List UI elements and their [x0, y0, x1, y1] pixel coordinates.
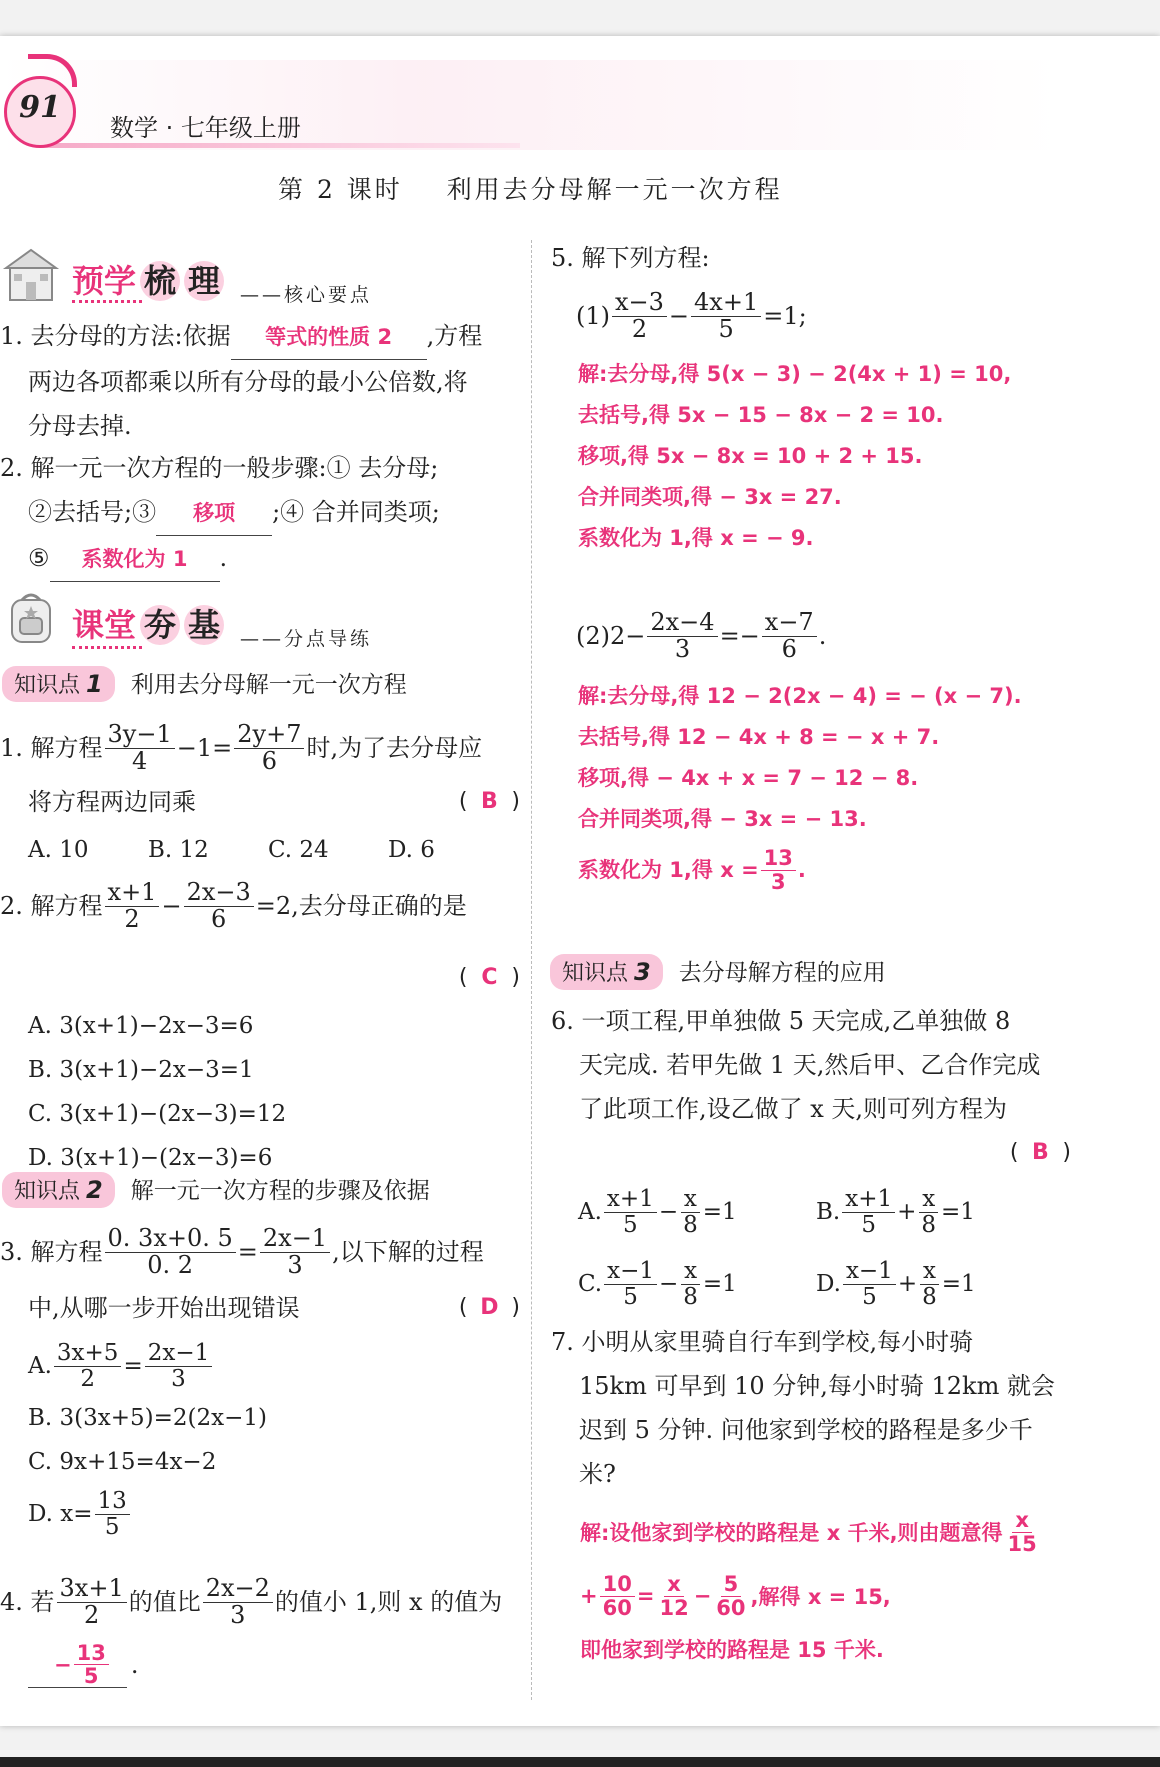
q5p1-sol-line5: 系数化为 1,得 x = − 9. — [578, 526, 814, 550]
q2-answer-row — [0, 934, 520, 1004]
q6d-frac1: $\frac{x-1}{5}$ — [843, 1259, 896, 1308]
kp3-badge: 知识点 3 — [550, 954, 663, 990]
q5-part2: (2)2− $\frac{2x-4}{3}$ =− $\frac{x-7}{6}$ . — [576, 608, 827, 663]
q6-line3: 了此项工作,设乙做了 x 天,则可列方程为 — [579, 1095, 1008, 1123]
q6-option-c: C. $\frac{x-1}{5}$ − $\frac{x}{8}$ =1 — [578, 1258, 737, 1310]
q6b-frac1: $\frac{x+1}{5}$ — [842, 1187, 895, 1236]
kp3-title: 去分母解方程的应用 — [678, 960, 886, 986]
q7-line4: 米? — [579, 1460, 616, 1488]
blank-coefficient: 系数化为 1 — [50, 537, 220, 582]
q1-frac1: $\frac{3y-1}{4}$ — [105, 722, 175, 773]
q5p2-sol-line3: 移项,得 − 4x + x = 7 − 12 − 8. — [578, 766, 919, 790]
q1-options — [0, 828, 520, 872]
q4-frac1: $\frac{3x+1}{2}$ — [57, 1576, 127, 1627]
q2-option-d: D. 3(x+1)−(2x−3)=6 — [28, 1145, 273, 1171]
q7-solution-line3: 即他家到学校的路程是 15 千米. — [580, 1638, 884, 1662]
q6-line1: 6. 一项工程,甲单独做 5 天完成,乙单独做 8 — [551, 1007, 1011, 1035]
question-3 — [0, 1224, 520, 1544]
q2-answer: ( C ) — [458, 965, 520, 990]
q4-answer-line: − $\frac{13}{5}$ . — [0, 1630, 520, 1700]
q7-sol-frac3: $\frac{x}{12}$ — [659, 1572, 689, 1620]
q1-option-d: D. 6 — [388, 837, 435, 863]
q6a-frac1: $\frac{x+1}{5}$ — [604, 1187, 657, 1236]
q5p1-sol-line4: 合并同类项,得 − 3x = 27. — [578, 485, 842, 509]
q6-option-b: B. $\frac{x+1}{5}$ + $\frac{x}{8}$ =1 — [816, 1186, 975, 1238]
kp1-badge: 知识点 1 — [2, 666, 115, 702]
prestudy-item-2 — [0, 446, 520, 582]
prestudy-item-2-line1: 2. 解一元一次方程的一般步骤:① 去分母; — [0, 454, 439, 482]
class-char-4: 基 — [184, 605, 224, 645]
q7-line2: 15km 可早到 10 分钟,每小时骑 12km 就会 — [579, 1372, 1055, 1400]
q1-answer: ( B ) — [458, 789, 520, 814]
prestudy-subtitle: ——核心要点 — [240, 284, 373, 306]
q1-frac2: $\frac{2y+7}{6}$ — [234, 722, 304, 773]
q2-line1: 2. 解方程 $\frac{x+1}{2}$ − $\frac{2x-3}{6}$ =2,去分母正确的是 — [0, 878, 467, 933]
q4-answer-frac: $\frac{13}{5}$ — [74, 1642, 109, 1687]
q1-line2: 将方程两边同乘 ( B ) — [0, 776, 520, 828]
blank-transpose: 移项 — [156, 491, 272, 536]
q7-sol-frac4: $\frac{5}{60}$ — [716, 1572, 746, 1620]
q3-optA-frac1: $\frac{3x+5}{2}$ — [54, 1341, 122, 1390]
question-7 — [551, 1320, 1071, 1496]
q7-sol-frac2: $\frac{10}{60}$ — [600, 1573, 635, 1618]
q2-option-b: B. 3(x+1)−2x−3=1 — [28, 1057, 254, 1083]
question-1 — [0, 720, 520, 872]
q6-answer: ( B ) — [1009, 1140, 1071, 1165]
q1-option-c: C. 24 — [268, 837, 329, 863]
q4-line1: 4. 若 $\frac{3x+1}{2}$ 的值比 $\frac{2x-2}{3}$ 的值小 1,则 x 的值为 — [0, 1574, 503, 1629]
q6b-frac2: $\frac{x}{8}$ — [918, 1187, 939, 1236]
q4-frac2: $\frac{2x-2}{3}$ — [203, 1576, 273, 1627]
prestudy-item-1-line1: 1. 去分母的方法:依据 等式的性质 2 ,方程 — [0, 314, 520, 360]
class-title — [72, 600, 224, 646]
page-number: 91 — [19, 90, 61, 125]
q5p2-sol-line4: 合并同类项,得 − 3x = − 13. — [578, 807, 867, 831]
q5-title: 5. 解下列方程: — [551, 244, 710, 272]
q3-line1: 3. 解方程 $\frac{0. 3x+0. 5}{0. 2}$ = $\frac{2x-1}{3}$ ,以下解的过程 — [0, 1224, 484, 1279]
prestudy-item-2-line2: ②去括号;③ 移项 ;④ 合并同类项; — [0, 490, 520, 536]
q7-solution-line1: 解:设他家到学校的路程是 x 千米,则由题意得 $\frac{x}{15}$ — [580, 1502, 1042, 1562]
q3-frac1: $\frac{0. 3x+0. 5}{0. 2}$ — [105, 1226, 236, 1277]
column-divider — [531, 240, 532, 1700]
kp2-badge: 知识点 2 — [2, 1172, 115, 1208]
q3-optA-frac2: $\frac{2x-1}{3}$ — [145, 1341, 213, 1390]
q2-option-c: C. 3(x+1)−(2x−3)=12 — [28, 1101, 287, 1127]
class-dots — [72, 646, 142, 649]
q6c-frac2: $\frac{x}{8}$ — [680, 1259, 701, 1308]
prestudy-item-1 — [0, 314, 520, 448]
q6-option-a: A. $\frac{x+1}{5}$ − $\frac{x}{8}$ =1 — [578, 1186, 737, 1238]
q3-option-b: B. 3(3x+5)=2(2x−1) — [28, 1405, 267, 1431]
prestudy-char-4: 理 — [184, 261, 224, 301]
q7-line1: 7. 小明从家里骑自行车到学校,每小时骑 — [551, 1328, 974, 1356]
q3-option-a: A. $\frac{3x+5}{2}$ = $\frac{2x-1}{3}$ — [0, 1336, 520, 1396]
q5-part2-solution — [578, 676, 1022, 900]
prestudy-title — [72, 256, 224, 302]
q5p1-frac2: $\frac{4x+1}{5}$ — [691, 290, 761, 341]
q5p2-frac1: $\frac{2x-4}{3}$ — [647, 610, 717, 661]
question-6 — [551, 999, 1071, 1175]
prestudy-char-1: 预 — [72, 262, 105, 300]
q1-option-a: A. 10 — [28, 837, 89, 863]
q6c-frac1: $\frac{x-1}{5}$ — [604, 1259, 657, 1308]
q5p1-sol-line3: 移项,得 5x − 8x = 10 + 2 + 15. — [578, 444, 923, 468]
q3-option-d: D. x= $\frac{13}{5}$ — [0, 1484, 520, 1544]
school-icon — [2, 244, 60, 304]
book-title: 数学 · 七年级上册 — [110, 114, 301, 142]
q6-answer-row — [551, 1131, 1071, 1175]
knowledge-point-3 — [550, 954, 886, 990]
q5p2-sol-line1: 解:去分母,得 12 − 2(2x − 4) = − (x − 7). — [578, 684, 1022, 708]
q2-frac2: $\frac{2x-3}{6}$ — [184, 880, 254, 931]
q3-line2: 中,从哪一步开始出现错误 ( D ) — [0, 1280, 520, 1336]
q6-option-d: D. $\frac{x-1}{5}$ + $\frac{x}{8}$ =1 — [816, 1258, 976, 1310]
q5p1-sol-line2: 去括号,得 5x − 15 − 8x − 2 = 10. — [578, 403, 944, 427]
q3-frac2: $\frac{2x-1}{3}$ — [260, 1226, 330, 1277]
class-char-2: 堂 — [104, 606, 137, 644]
q4-answer: − $\frac{13}{5}$ — [28, 1642, 127, 1688]
prestudy-dots — [72, 300, 142, 303]
q3-answer: ( D ) — [458, 1295, 520, 1320]
q6a-frac2: $\frac{x}{8}$ — [680, 1187, 701, 1236]
q5p2-sol-frac: $\frac{13}{3}$ — [761, 847, 796, 892]
blank-equation-property: 等式的性质 2 — [231, 315, 427, 360]
backpack-icon — [2, 588, 60, 646]
q1-line1: 1. 解方程 $\frac{3y-1}{4}$ −1= $\frac{2y+7}{6}$ 时,为了去分母应 — [0, 720, 483, 775]
lesson-title: 第 2 课时 利用去分母解一元一次方程 — [278, 175, 783, 204]
kp1-title: 利用去分母解一元一次方程 — [130, 672, 407, 698]
class-subtitle: ——分点导练 — [240, 628, 373, 650]
q5p1-sol-line1: 解:去分母,得 5(x − 3) − 2(4x + 1) = 10, — [578, 362, 1012, 386]
q7-line3: 迟到 5 分钟. 问他家到学校的路程是多少千 — [579, 1416, 1033, 1444]
question-4 — [0, 1574, 520, 1700]
knowledge-point-2 — [2, 1172, 430, 1208]
q2-frac1: $\frac{x+1}{2}$ — [105, 880, 160, 931]
q5-part1: (1) $\frac{x-3}{2}$ − $\frac{4x+1}{5}$ =1; — [576, 288, 807, 343]
prestudy-item-2-line3: ⑤ 系数化为 1 . — [0, 536, 520, 582]
q5p2-frac2: $\frac{x-7}{6}$ — [762, 610, 817, 661]
q5p1-frac1: $\frac{x-3}{2}$ — [612, 290, 667, 341]
question-2 — [0, 878, 520, 1180]
bottom-bar — [0, 1757, 1160, 1767]
q5p2-sol-line5: 系数化为 1,得 x = $\frac{13}{3}$ . — [578, 846, 806, 894]
prestudy-item-1-line2: 两边各项都乘以所有分母的最小公倍数,将 — [28, 368, 468, 396]
class-char-1: 课 — [72, 606, 105, 644]
prestudy-char-3: 梳 — [140, 261, 180, 301]
prestudy-item-1-line3: 分母去掉. — [28, 412, 132, 440]
q6d-frac2: $\frac{x}{8}$ — [919, 1259, 940, 1308]
prestudy-char-2: 学 — [104, 262, 137, 300]
q3-option-c: C. 9x+15=4x−2 — [28, 1449, 217, 1475]
q7-sol-frac1: $\frac{x}{15}$ — [1007, 1508, 1037, 1556]
q2-option-a: A. 3(x+1)−2x−3=6 — [28, 1013, 254, 1039]
class-char-3: 夯 — [140, 605, 180, 645]
knowledge-point-1 — [2, 666, 407, 702]
q1-option-b: B. 12 — [148, 837, 209, 863]
q5p2-sol-line2: 去括号,得 12 − 4x + 8 = − x + 7. — [578, 725, 940, 749]
q5-part1-solution — [578, 354, 1011, 559]
kp2-title: 解一元一次方程的步骤及依据 — [130, 1178, 430, 1204]
q6-line2: 天完成. 若甲先做 1 天,然后甲、乙合作完成 — [579, 1051, 1041, 1079]
header-underline — [40, 143, 520, 148]
q7-solution-line2: + $\frac{10}{60}$ = $\frac{x}{12}$ − $\frac{5}{60}$ ,解得 x = 15, — [580, 1572, 891, 1620]
q3-optD-frac: $\frac{13}{5}$ — [95, 1489, 130, 1538]
